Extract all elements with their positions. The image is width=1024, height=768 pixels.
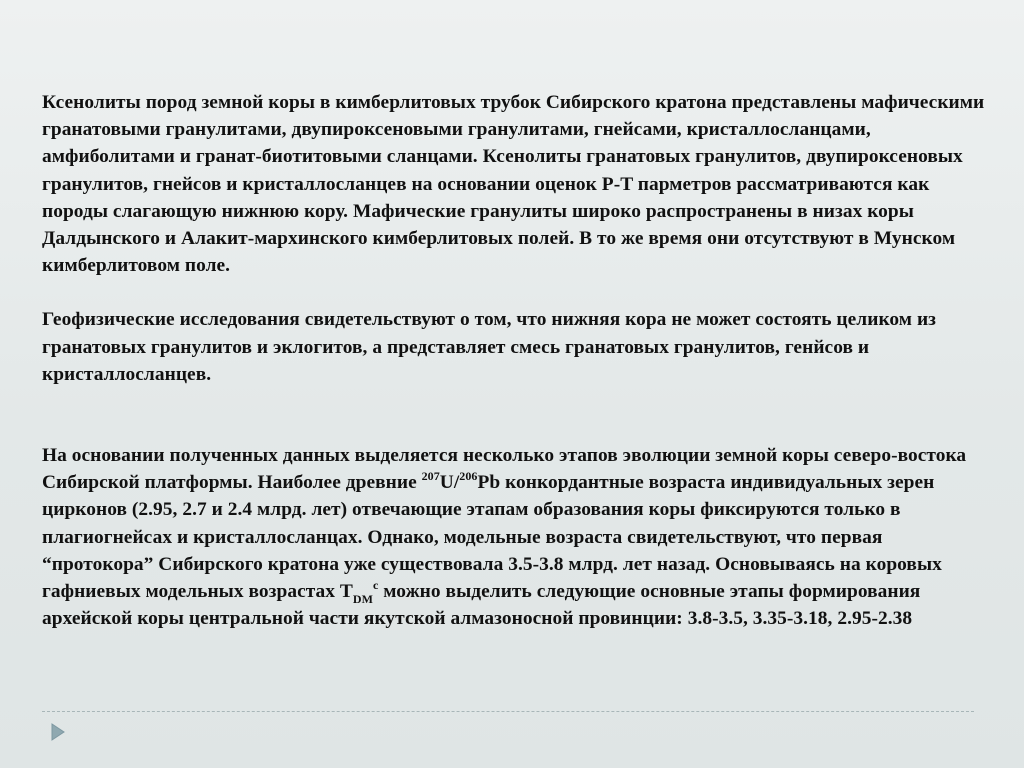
footer-divider [42, 711, 974, 712]
slide-body [42, 89, 987, 632]
paragraph-evolution-part1: На основании полученных данных выделяется несколько этапов эволюции земной коры северо-востока Сибирской платформы. Наиболее древние [42, 445, 967, 494]
paragraph-xenoliths: Ксенолиты пород земной коры в кимберлитовых трубок Сибирского кратона представлены мафическими гранатовыми гранулитами, двупироксеновыми гранулитами, гнейсами, кристаллосланцами, амфиболитами и гранат-биотитовыми сланцами. Ксенолиты гранатовых гранулитов, двупироксеновых гранулитов, гнейсов и кристаллосланцев на основании оценок P-T парметров рассматриваются как породы слагающую нижнюю кору. Мафические гранулиты широко распространены в низах коры Далдынского и Алакит-мархинского кимберлитовых полей. В то же время они отсутствуют в Мунском кимберлитовом поле. [42, 92, 985, 277]
isotope-u: U/ [439, 472, 460, 494]
spacer [42, 279, 987, 306]
paragraph-evolution-part3: можно выделить следующие основные этапы формирования архейской коры центральной части якутской алмазоносной провинции: 3.8-3.5, 3.35-3.18, 2.95-2.38 [42, 581, 921, 630]
tdm-superscript: c [373, 577, 379, 592]
paragraph-geophysics: Геофизические исследования свидетельствуют о том, что нижняя кора не может состоять целиком из гранатовых гранулитов и эклогитов, а представляет смесь гранатовых гранулитов, генйсов и кристаллосланцев. [42, 309, 937, 385]
play-triangle-icon[interactable] [50, 722, 66, 742]
paragraph-evolution [42, 442, 987, 632]
spacer [42, 388, 987, 442]
paragraph-evolution-part2: конкордантные возраста индивидуальных зерен цирконов (2.95, 2.7 и 2.4 млрд. лет) отвечающие этапам образования коры фиксируются только в плагиогнейсах и кристаллосланцах. Однако, модельные возраста свидетельствуют, что первая “протокора” Сибирского кратона уже существовала 3.5-3.8 млрд. лет назад. Основываясь на коровых гафниевых модельных возрастах T [42, 472, 942, 603]
tdm-subscript: DM [352, 591, 374, 606]
isotope-mass-207: 207 [421, 468, 440, 483]
isotope-mass-206: 206 [459, 468, 478, 483]
isotope-pb: Pb [477, 472, 501, 494]
